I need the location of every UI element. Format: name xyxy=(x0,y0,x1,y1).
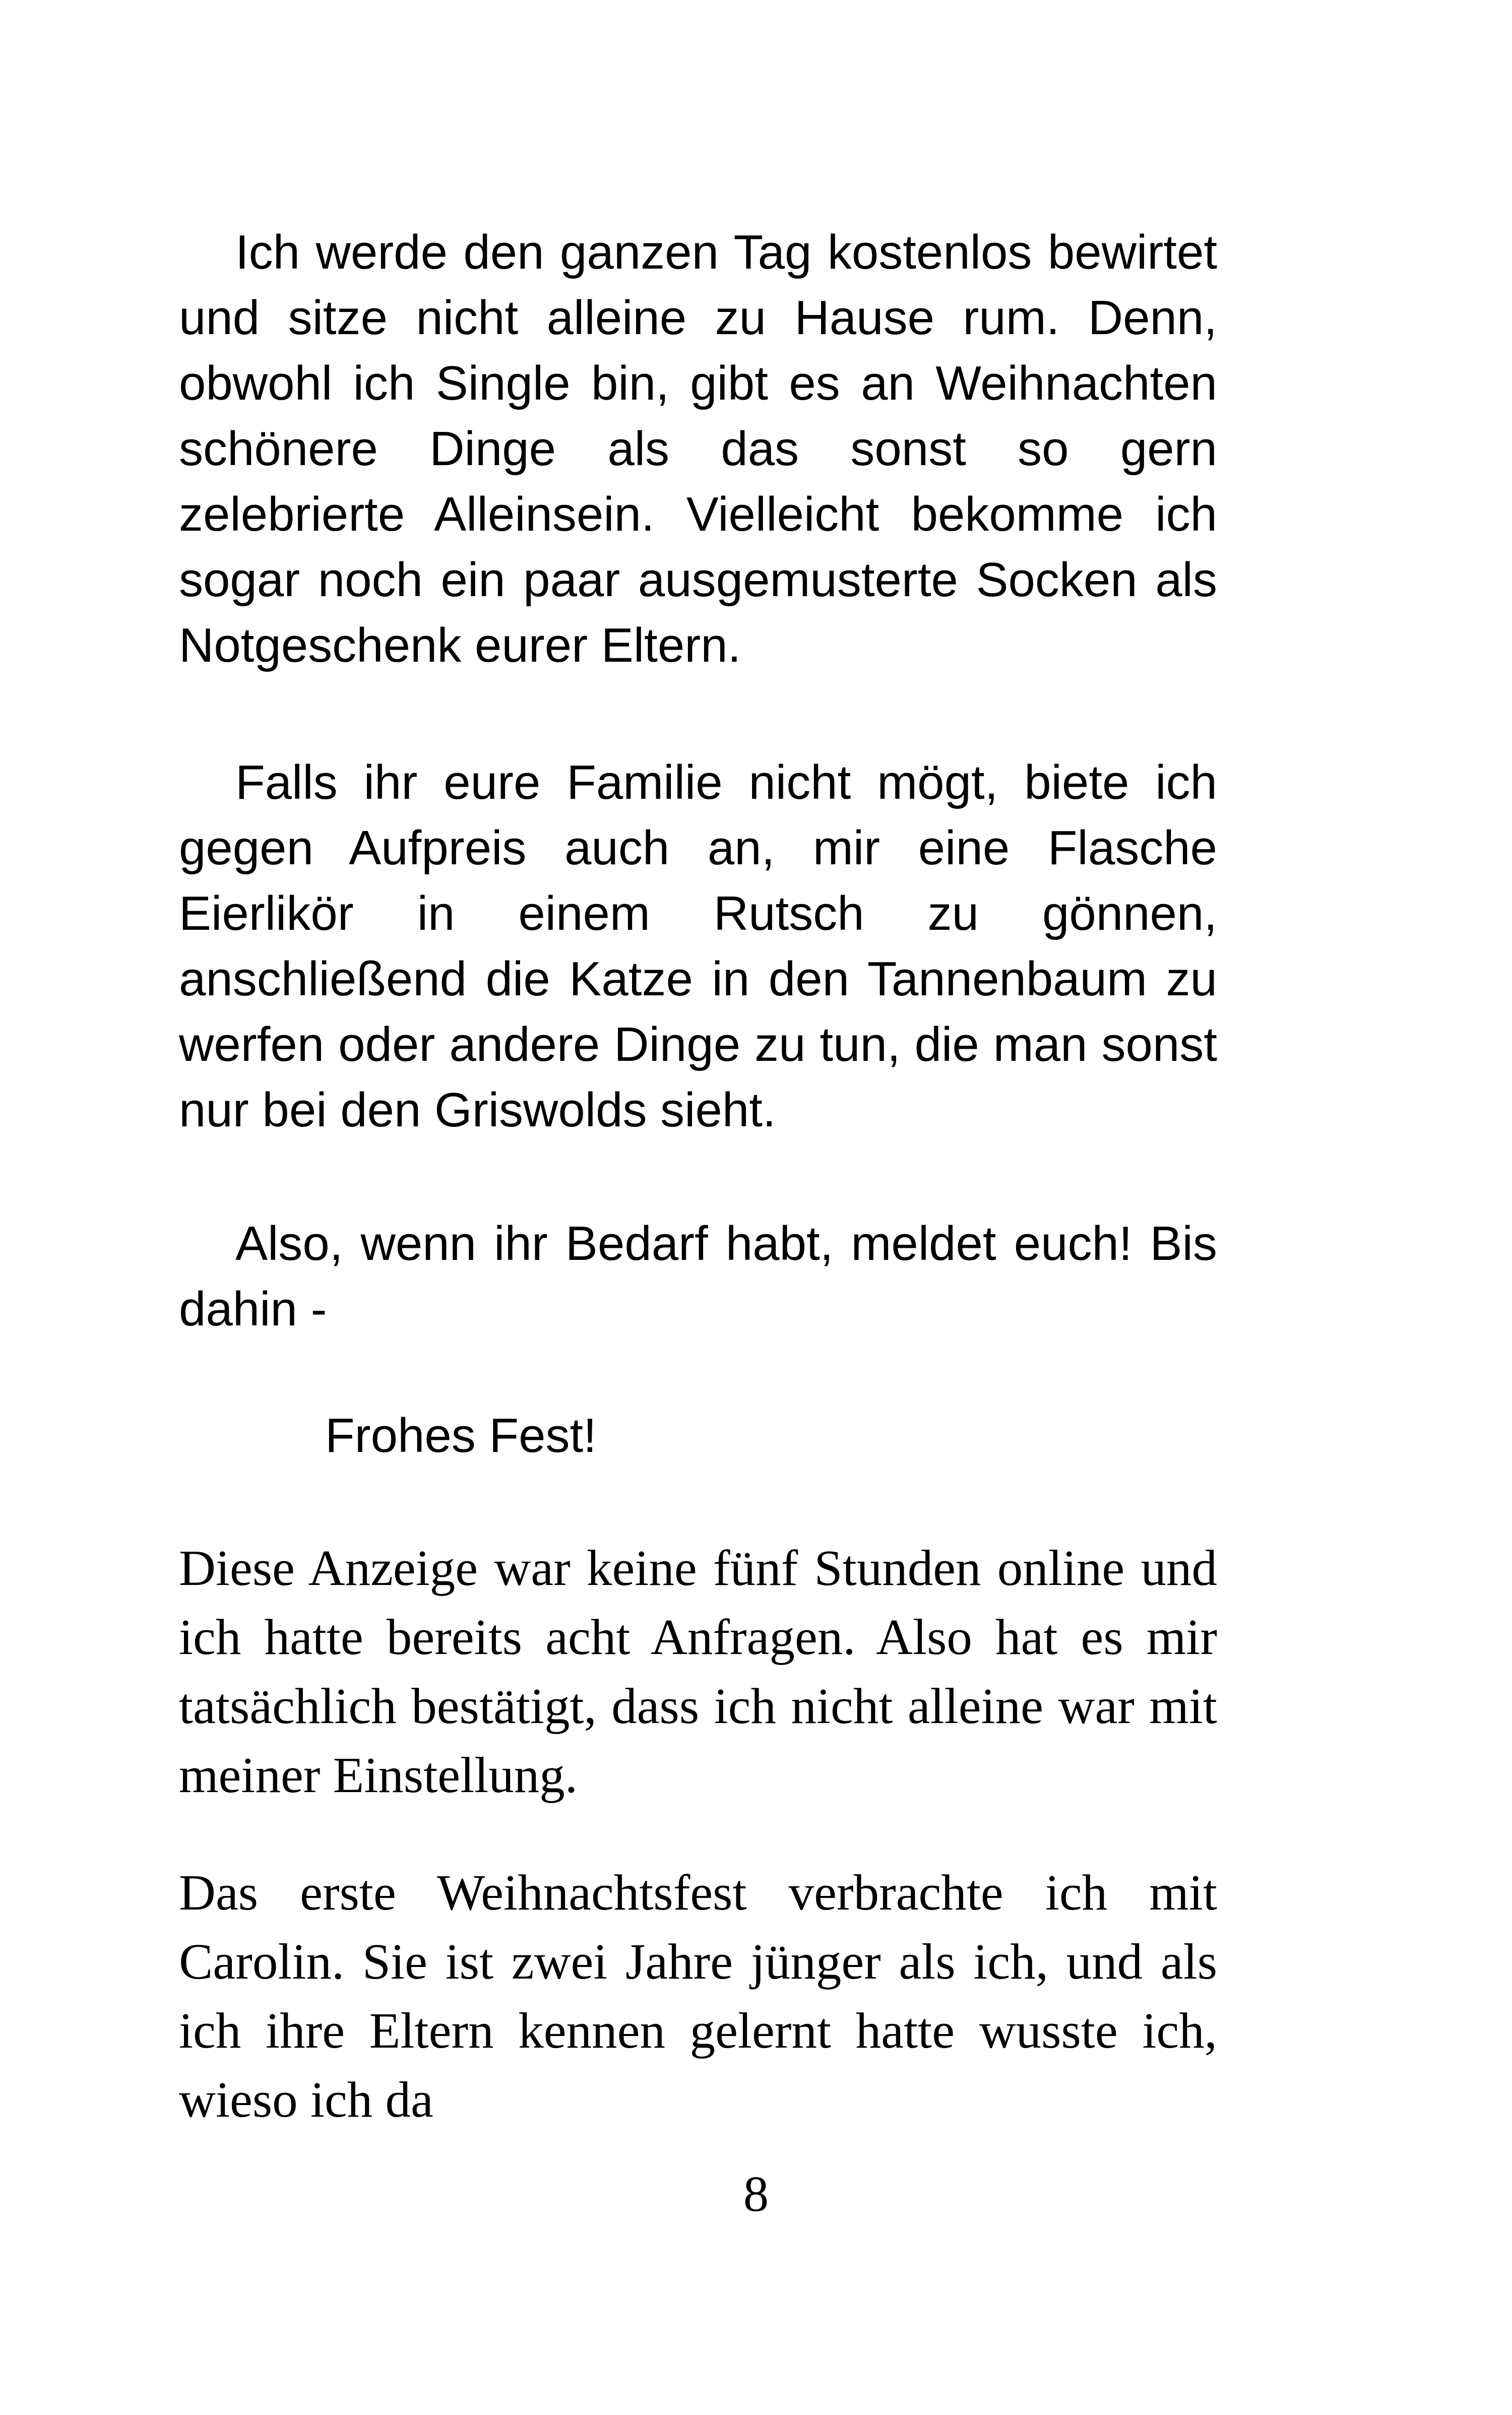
story-paragraph-1: Diese Anzeige war keine fünf Stunden online und ich hatte bereits acht Anfragen. Also hat es mir tatsächlich bestätigt, dass ich nicht alleine war mit meiner Einstellung. xyxy=(179,1540,1217,1803)
ad-paragraph-1: Ich werde den ganzen Tag kostenlos bewirtet und sitze nicht alleine zu Hause rum. Denn, obwohl ich Single bin, gibt es an Weihnachten schönere Dinge als das sonst so gern zelebrierte Alleinsein. Vielleicht bekomme ich sogar noch ein paar ausgemusterte Socken als Notgeschenk eurer Eltern. xyxy=(179,225,1217,672)
ad-paragraph-2: Falls ihr eure Familie nicht mögt, biete ich gegen Aufpreis auch an, mir eine Flasche Eierlikör in einem Rutsch zu gönnen, anschließend die Katze in den Tannenbaum zu werfen oder andere Dinge zu tun, die man sonst nur bei den Griswolds sieht. xyxy=(179,755,1217,1137)
ad-greeting: Frohes Fest! xyxy=(325,1409,597,1463)
ad-paragraph-3: Also, wenn ihr Bedarf habt, meldet euch! Bis dahin - xyxy=(179,1217,1217,1336)
page-number: 8 xyxy=(743,2166,769,2222)
story-paragraph-2: Das erste Weihnachtsfest verbrachte ich mit Carolin. Sie ist zwei Jahre jünger als ich, und als ich ihre Eltern kennen gelernt hatte wusste ich, wieso ich da xyxy=(179,1864,1217,2128)
